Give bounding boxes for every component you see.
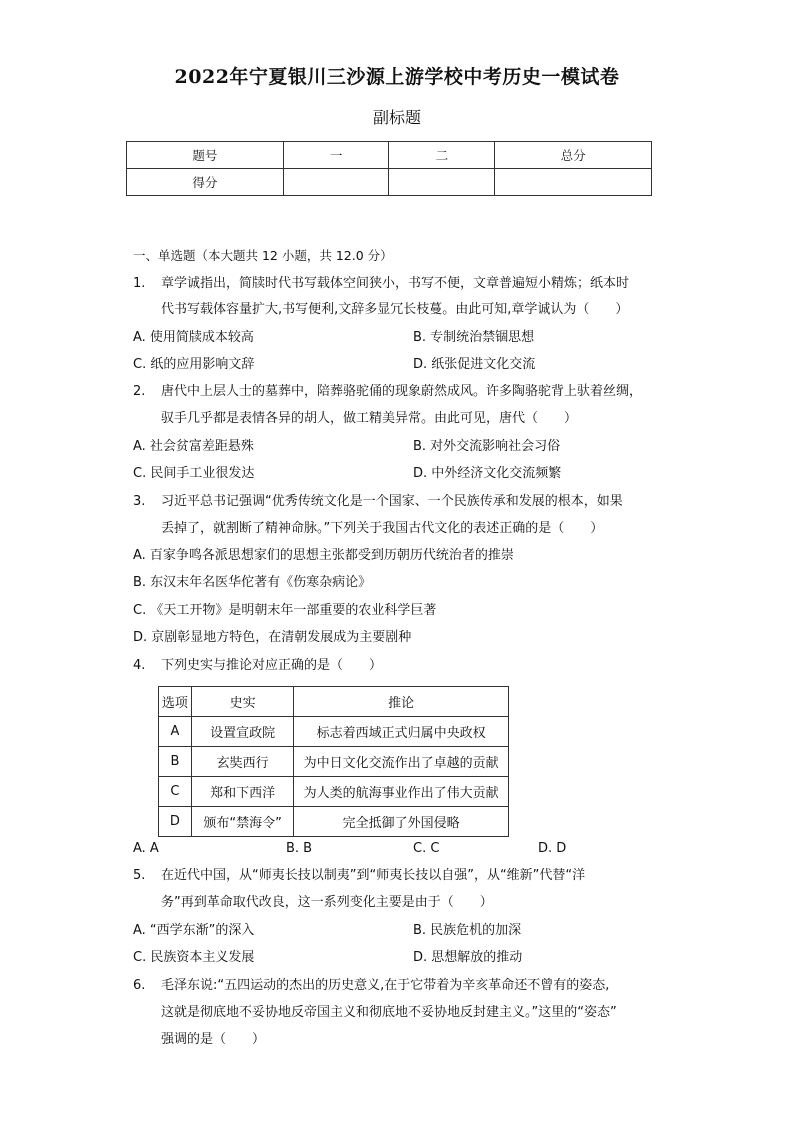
question-text: 强调的是（ ） bbox=[161, 1032, 266, 1047]
option-d[interactable]: D. 京剧彰显地方特色，在清朝发展成为主要剧种 bbox=[133, 630, 412, 645]
question-text: 驭手几乎都是表情各异的胡人，做工精美异常。由此可见，唐代（ ） bbox=[161, 411, 578, 426]
option-a[interactable]: A. 百家争鸣各派思想家们的思想主张都受到历朝历代统治者的推崇 bbox=[133, 548, 514, 563]
table-cell: C bbox=[159, 777, 192, 807]
table-header-row bbox=[159, 687, 509, 717]
question-number: 5. bbox=[133, 868, 146, 883]
table-row bbox=[159, 777, 509, 807]
option-b[interactable]: B. 民族危机的加深 bbox=[413, 923, 522, 938]
score-input-cell[interactable] bbox=[389, 169, 495, 196]
question-text: 在近代中国，从“师夷长技以制夷”到“师夷长技以自强”，从“维新”代替“洋 bbox=[161, 868, 586, 883]
option-c[interactable]: C. 《天工开物》是明朝末年一部重要的农业科学巨著 bbox=[133, 603, 437, 618]
option-d[interactable]: D. 思想解放的推动 bbox=[413, 950, 523, 965]
score-input-cell[interactable] bbox=[495, 169, 652, 196]
page-title: 2022年宁夏银川三沙源上游学校中考历史一模试卷 bbox=[174, 66, 620, 88]
table-cell: 玄奘西行 bbox=[191, 747, 294, 777]
table-header-cell: 史实 bbox=[191, 687, 294, 717]
question-number: 3. bbox=[133, 494, 146, 509]
question-text: 这就是彻底地不妥协地反帝国主义和彻底地不妥协地反封建主义。”这里的“姿态” bbox=[161, 1005, 617, 1020]
option-a[interactable]: A. 社会贫富差距悬殊 bbox=[133, 439, 254, 454]
score-input-cell[interactable] bbox=[283, 169, 389, 196]
table-cell: 为中日文化交流作出了卓越的贡献 bbox=[294, 747, 509, 777]
table-cell: 完全抵御了外国侵略 bbox=[294, 807, 509, 837]
score-table-score-row bbox=[127, 169, 652, 196]
table-row bbox=[159, 807, 509, 837]
question-number: 6. bbox=[133, 978, 146, 993]
table-row bbox=[159, 747, 509, 777]
question-text: 丢掉了，就割断了精神命脉。”下列关于我国古代文化的表述正确的是（ ） bbox=[161, 521, 604, 536]
option-d[interactable]: D. 纸张促进文化交流 bbox=[413, 357, 536, 372]
score-table bbox=[126, 141, 652, 196]
table-row bbox=[159, 717, 509, 747]
table-cell: 郑和下西洋 bbox=[191, 777, 294, 807]
option-c[interactable]: C. 民间手工业很发达 bbox=[133, 466, 255, 481]
question-text: 务”再到革命取代改良，这一系列变化主要是由于（ ） bbox=[161, 895, 493, 910]
option-d[interactable]: D. D bbox=[538, 841, 567, 856]
option-c[interactable]: C. C bbox=[413, 841, 440, 856]
score-label-cell: 得分 bbox=[127, 169, 284, 196]
table-cell: D bbox=[159, 807, 192, 837]
table-header-cell: 推论 bbox=[294, 687, 509, 717]
section-heading: 一、单选题（本大题共 12 小题，共 12.0 分） bbox=[133, 248, 393, 263]
question-text: 毛泽东说:“五四运动的杰出的历史意义,在于它带着为辛亥革命还不曾有的姿态, bbox=[161, 978, 610, 993]
table-cell: 颁布“禁海令” bbox=[191, 807, 294, 837]
score-header-cell: 一 bbox=[283, 142, 389, 169]
question-text: 下列史实与推论对应正确的是（ ） bbox=[161, 658, 383, 673]
question-text: 唐代中上层人士的墓葬中，陪葬骆驼俑的现象蔚然成风。许多陶骆驼背上驮着丝绸， bbox=[161, 384, 643, 399]
question-text: 章学诚指出，简牍时代书写载体空间狭小，书写不便，文章普遍短小精炼；纸本时 bbox=[161, 276, 630, 291]
table-cell: 标志着西域正式归属中央政权 bbox=[294, 717, 509, 747]
option-a[interactable]: A. “西学东渐”的深入 bbox=[133, 923, 255, 938]
option-c[interactable]: C. 民族资本主义发展 bbox=[133, 950, 255, 965]
option-a[interactable]: A. A bbox=[133, 841, 159, 856]
option-d[interactable]: D. 中外经济文化交流频繁 bbox=[413, 466, 562, 481]
question-text: 习近平总书记强调“优秀传统文化是一个国家、一个民族传承和发展的根本，如果 bbox=[161, 494, 623, 509]
table-cell: 设置宣政院 bbox=[191, 717, 294, 747]
question-number: 2. bbox=[133, 384, 146, 399]
table-header-cell: 选项 bbox=[159, 687, 192, 717]
question-number: 4. bbox=[133, 658, 146, 673]
page-subtitle: 副标题 bbox=[372, 108, 421, 127]
option-b[interactable]: B. 东汉末年名医华佗著有《伤寒杂病论》 bbox=[133, 575, 372, 590]
option-c[interactable]: C. 纸的应用影响文辞 bbox=[133, 357, 255, 372]
score-header-cell: 总分 bbox=[495, 142, 652, 169]
option-a[interactable]: A. 使用简牍成本较高 bbox=[133, 330, 254, 345]
score-header-cell: 二 bbox=[389, 142, 495, 169]
option-b[interactable]: B. B bbox=[286, 841, 313, 856]
question-table bbox=[158, 686, 509, 837]
table-cell: 为人类的航海事业作出了伟大贡献 bbox=[294, 777, 509, 807]
option-b[interactable]: B. 专制统治禁锢思想 bbox=[413, 330, 535, 345]
score-table-header-row bbox=[127, 142, 652, 169]
table-cell: B bbox=[159, 747, 192, 777]
table-cell: A bbox=[159, 717, 192, 747]
score-header-cell: 题号 bbox=[127, 142, 284, 169]
question-text: 代书写载体容量扩大,书写便利,文辞多显冗长枝蔓。由此可知,章学诚认为（ ） bbox=[161, 302, 629, 317]
option-b[interactable]: B. 对外交流影响社会习俗 bbox=[413, 439, 561, 454]
question-number: 1. bbox=[133, 276, 146, 291]
